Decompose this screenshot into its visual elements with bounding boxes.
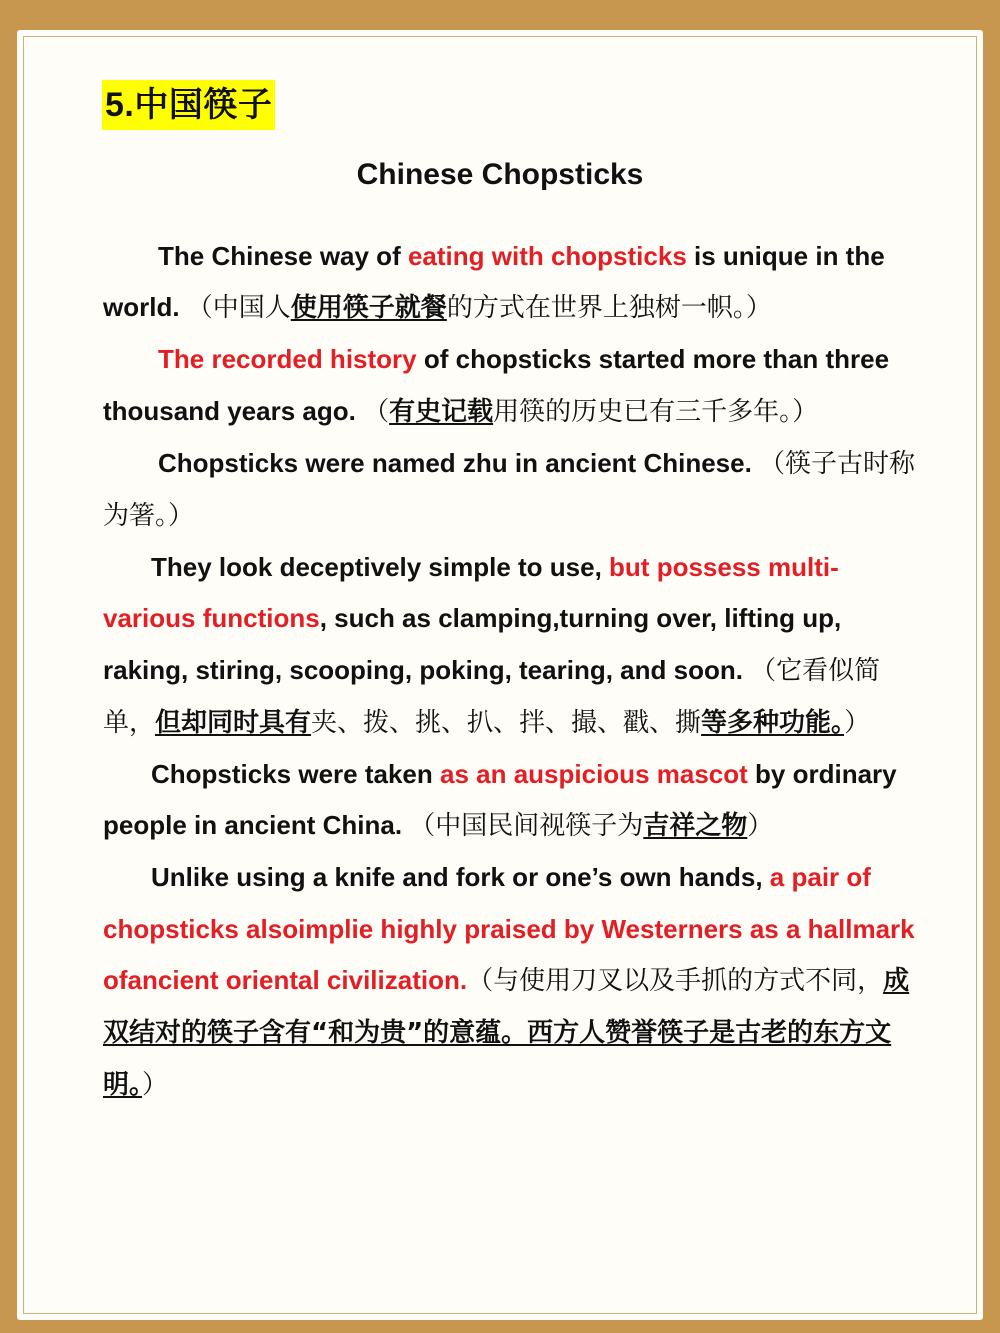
article-body <box>103 231 918 1111</box>
p2-translation-emphasis: 有史记载 <box>389 396 494 427</box>
p2-translation: （ <box>363 396 390 427</box>
p5-translation: （中国民间视筷子为 <box>409 811 644 842</box>
p6-text: Unlike using a knife and fork or one’s own hands, <box>151 862 770 893</box>
p4-text: They look deceptively simple to use, <box>151 552 610 583</box>
p4-highlight: but possess multi-various functions <box>103 552 839 634</box>
p1-translation-emphasis: 使用筷子就餐 <box>290 293 447 324</box>
p4-translation: （它看似简单， <box>103 655 881 738</box>
p6-translation-2: ） <box>142 1070 169 1101</box>
p4-translation-2: 夹、拨、挑、扒、拌、撮、戳、撕 <box>311 707 702 738</box>
paragraph-3 <box>103 438 918 542</box>
p3-text: Chopsticks were named zhu in ancient Chinese. <box>158 447 760 478</box>
p4-translation-3: ） <box>844 707 871 738</box>
p3-translation: （筷子古时称为箸。） <box>103 448 916 532</box>
p1-highlight: eating with chopsticks <box>407 241 687 271</box>
p2-text: of chopsticks started more than three thousand years ago. <box>103 344 890 426</box>
p1-text: The Chinese way of <box>158 241 408 271</box>
p1-translation: （中国人 <box>186 293 291 324</box>
paragraph-4 <box>103 542 918 749</box>
p5-translation-2: ） <box>747 811 774 842</box>
p2-highlight: The recorded history <box>158 344 417 375</box>
p1-translation-2: 的方式在世界上独树一帜。） <box>446 293 772 324</box>
p6-translation-emphasis: 成双结对的筷子含有“和为贵”的意蕴。西方人赞誉筷子是古老的东方文明。 <box>103 965 910 1101</box>
p1-text-2: is unique in the world. <box>103 241 885 323</box>
paragraph-2 <box>103 334 918 437</box>
article-heading: Chinese Chopsticks <box>356 158 644 191</box>
p5-highlight: as an auspicious mascot <box>440 759 748 790</box>
page-card <box>17 30 983 1320</box>
p5-text: Chopsticks were taken <box>151 759 440 790</box>
p6-translation: （与使用刀叉以及手抓的方式不同， <box>467 965 884 996</box>
paragraph-5 <box>103 749 918 852</box>
p4-translation-emphasis: 但却同时具有 <box>155 707 312 738</box>
section-title: 5.中国筷子 <box>102 80 275 130</box>
paragraph-6 <box>103 852 918 1111</box>
p5-translation-emphasis: 吉祥之物 <box>643 811 748 842</box>
p4-translation-emphasis-2: 等多种功能。 <box>701 707 845 738</box>
p6-highlight: a pair of chopsticks alsoimplie highly praised by Westerners as a hallmark ofancient oriental civilization. <box>103 862 915 995</box>
p2-translation-2: 用筷的历史已有三千多年。） <box>493 396 819 427</box>
p4-text-2: , such as clamping,turning over, lifting up, raking, stiring, scooping, poking, tearing, and soon. <box>103 603 842 685</box>
paragraph-1 <box>103 231 918 334</box>
p5-text-2: by ordinary people in ancient China. <box>103 759 897 841</box>
